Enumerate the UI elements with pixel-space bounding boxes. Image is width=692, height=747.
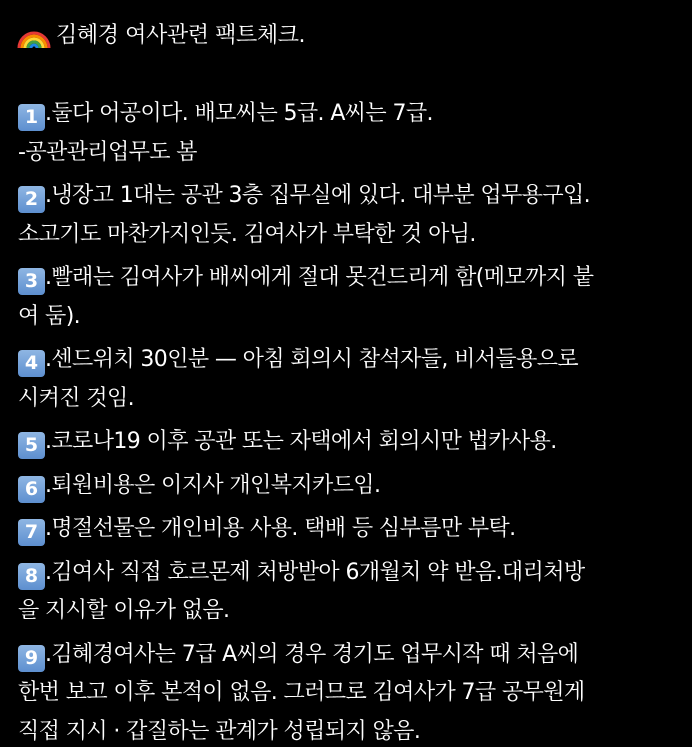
fact-list bbox=[18, 95, 678, 747]
fact-item bbox=[18, 636, 678, 747]
fact-item-line bbox=[18, 554, 678, 593]
fact-item-line bbox=[18, 341, 678, 380]
fact-item bbox=[18, 554, 678, 631]
fact-item-line bbox=[18, 510, 678, 549]
fact-item-text: 직접 지시 · 갑질하는 관계가 성립되지 않음. bbox=[18, 718, 421, 744]
keycap-number-icon: 6 bbox=[18, 476, 45, 503]
fact-item-text: .센드위치 30인분 — 아침 회의시 참석자들, 비서들용으로 bbox=[45, 347, 579, 372]
fact-item-text: .명절선물은 개인비용 사용. 택배 등 심부름만 부탁. bbox=[45, 516, 516, 541]
fact-item-text: .코로나19 이후 공관 또는 자택에서 회의시만 법카사용. bbox=[45, 429, 557, 454]
fact-item-line bbox=[18, 134, 678, 173]
fact-item-line bbox=[18, 298, 678, 337]
fact-item bbox=[18, 259, 678, 336]
fact-item-line bbox=[18, 95, 678, 134]
fact-item-text: .냉장고 1대는 공관 3층 집무실에 있다. 대부분 업무용구입. bbox=[45, 183, 591, 208]
fact-item-text: 여 둠). bbox=[18, 303, 81, 329]
fact-item bbox=[18, 467, 678, 506]
fact-item-line bbox=[18, 636, 678, 675]
fact-item-text: .김여사 직접 호르몬제 처방받아 6개월치 약 받음.대리처방 bbox=[45, 559, 585, 585]
fact-item-text: .김혜경여사는 7급 A씨의 경우 경기도 업무시작 때 처음에 bbox=[45, 641, 579, 667]
fact-item-line bbox=[18, 216, 678, 255]
fact-item-text: .빨래는 김여사가 배씨에게 절대 못건드리게 함(메모까지 붙 bbox=[45, 265, 594, 290]
fact-item-line bbox=[18, 380, 678, 419]
fact-item-line bbox=[18, 259, 678, 298]
fact-item-text: 시켜진 것임. bbox=[18, 385, 135, 411]
fact-item-line bbox=[18, 713, 678, 747]
keycap-number-icon: 1 bbox=[18, 104, 45, 131]
fact-item-line bbox=[18, 674, 678, 713]
fact-item bbox=[18, 95, 678, 172]
fact-item bbox=[18, 510, 678, 549]
fact-item-text: 을 지시할 이유가 없음. bbox=[18, 598, 230, 623]
fact-item-line bbox=[18, 467, 678, 506]
fact-item bbox=[18, 341, 678, 418]
fact-item-line bbox=[18, 177, 678, 216]
fact-item-text: 한번 보고 이후 본적이 없음. 그러므로 김여사가 7급 공무원게 bbox=[18, 680, 585, 705]
fact-item-text: .퇴원비용은 이지사 개인복지카드임. bbox=[45, 472, 381, 498]
post-title bbox=[16, 16, 305, 56]
keycap-number-icon: 7 bbox=[18, 519, 45, 546]
fact-item-text: -공관관리업무도 봄 bbox=[18, 139, 197, 165]
keycap-number-icon: 4 bbox=[18, 350, 45, 377]
post-title-text: 김혜경 여사관련 팩트체크. bbox=[56, 23, 306, 48]
fact-item-line bbox=[18, 592, 678, 631]
fact-item-line bbox=[18, 423, 678, 462]
keycap-number-icon: 2 bbox=[18, 186, 45, 213]
keycap-number-icon: 8 bbox=[18, 563, 45, 590]
fact-item-text: .둘다 어공이다. 배모씨는 5급. A씨는 7급. bbox=[45, 101, 433, 126]
fact-item bbox=[18, 423, 678, 462]
fact-item bbox=[18, 177, 678, 254]
keycap-number-icon: 9 bbox=[18, 645, 45, 672]
keycap-number-icon: 3 bbox=[18, 268, 45, 295]
rainbow-icon bbox=[16, 21, 52, 51]
fact-item-text: 소고기도 마찬가지인듯. 김여사가 부탁한 것 아님. bbox=[18, 221, 476, 247]
keycap-number-icon: 5 bbox=[18, 432, 45, 459]
